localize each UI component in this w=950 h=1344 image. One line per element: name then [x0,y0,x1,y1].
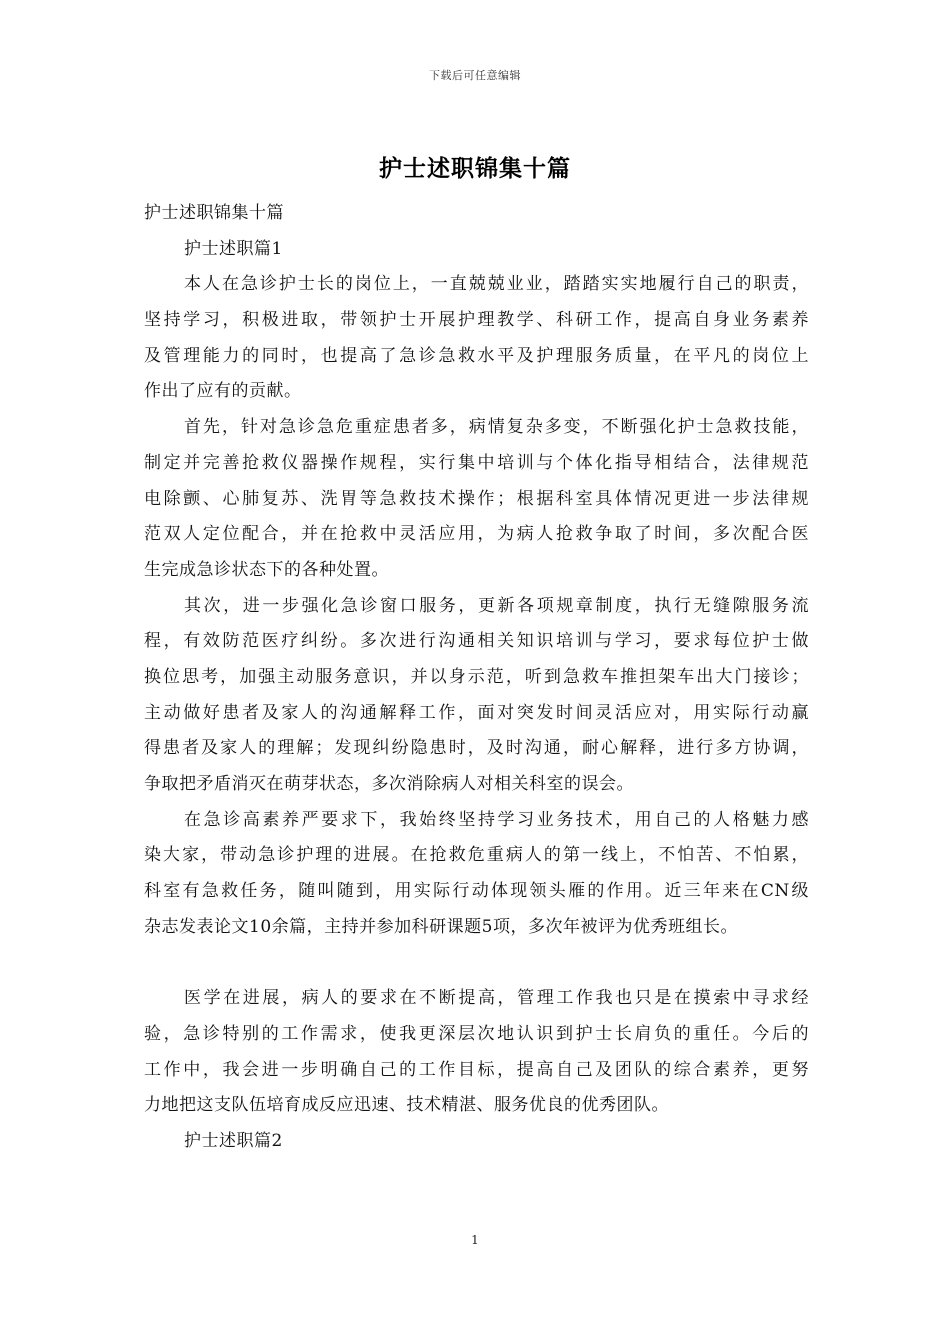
paragraph-line: 在急诊高素养严要求下，我始终坚持学习业务技术，用自己的人格魅力感 [184,809,809,830]
paragraph-line: 争取把矛盾消灭在萌芽状态，多次消除病人对相关科室的误会。 [144,774,634,794]
paragraph-4 [144,803,809,946]
section-heading-1: 护士述职篇1 [184,238,283,259]
paragraph-line: 得患者及家人的理解；发现纠纷隐患时，及时沟通，耐心解释，进行多方协调， [144,738,809,759]
page-number: 1 [471,1233,479,1247]
document-title: 护士述职锦集十篇 [379,155,571,182]
paragraph-2 [144,410,809,588]
paragraph-line: 工作中，我会进一步明确自己的工作目标，提高自己及团队的综合素养，更努 [144,1059,809,1080]
paragraph-line: 力地把这支队伍培育成反应迅速、技术精湛、服务优良的优秀团队。 [144,1095,669,1116]
paragraph-line: 杂志发表论文10余篇，主持并参加科研课题5项，多次年被评为优秀班组长。 [144,916,738,937]
paragraph-line: 换位思考，加强主动服务意识，并以身示范，听到急救车推担架车出大门接诊； [144,666,809,687]
paragraph-line: 程，有效防范医疗纠纷。多次进行沟通相关知识培训与学习，要求每位护士做 [144,631,809,652]
paragraph-5 [144,981,809,1124]
paragraph-line: 科室有急救任务，随叫随到，用实际行动体现领头雁的作用。近三年来在CN级 [144,881,809,902]
paragraph-line: 验，急诊特别的工作需求，使我更深层次地认识到护士长肩负的重任。今后的 [144,1023,809,1044]
blank-line [144,945,809,981]
paragraph-line: 及管理能力的同时，也提高了急诊急救水平及护理服务质量，在平凡的岗位上 [144,345,809,366]
paragraph-line: 坚持学习，积极进取，带领护士开展护理教学、科研工作，提高自身业务素养 [144,310,809,331]
paragraph-line: 电除颤、心肺复苏、洗胃等急救技术操作；根据科室具体情况更进一步法律规 [144,488,809,509]
paragraph-line: 范双人定位配合，并在抢救中灵活应用，为病人抢救争取了时间，多次配合医 [144,524,809,545]
paragraph-line: 医学在进展，病人的要求在不断提高，管理工作我也只是在摸索中寻求经 [184,988,809,1009]
paragraph-1 [144,267,809,410]
paragraph-line: 其次，进一步强化急诊窗口服务，更新各项规章制度，执行无缝隙服务流 [184,595,809,616]
paragraph-line: 生完成急诊状态下的各种处置。 [144,559,389,580]
paragraph-line: 作出了应有的贡献。 [144,381,302,402]
paragraph-line: 染大家，带动急诊护理的进展。在抢救危重病人的第一线上，不怕苦、不怕累， [144,845,809,866]
section-heading-2: 护士述职篇2 [184,1130,283,1151]
paragraph-line: 本人在急诊护士长的岗位上，一直兢兢业业，踏踏实实地履行自己的职责， [184,274,809,295]
paragraph-line: 首先，针对急诊急危重症患者多，病情复杂多变，不断强化护士急救技能， [184,417,809,438]
paragraph-line: 主动做好患者及家人的沟通解释工作，面对突发时间灵活应对，用实际行动赢 [144,702,809,723]
paragraph-line: 制定并完善抢救仪器操作规程，实行集中培训与个体化指导相结合，法律规范 [144,452,809,473]
paragraph-3 [144,589,809,803]
page-header-note: 下载后可任意编辑 [429,69,521,82]
document-body [144,196,809,1160]
document-subtitle: 护士述职锦集十篇 [144,203,284,223]
